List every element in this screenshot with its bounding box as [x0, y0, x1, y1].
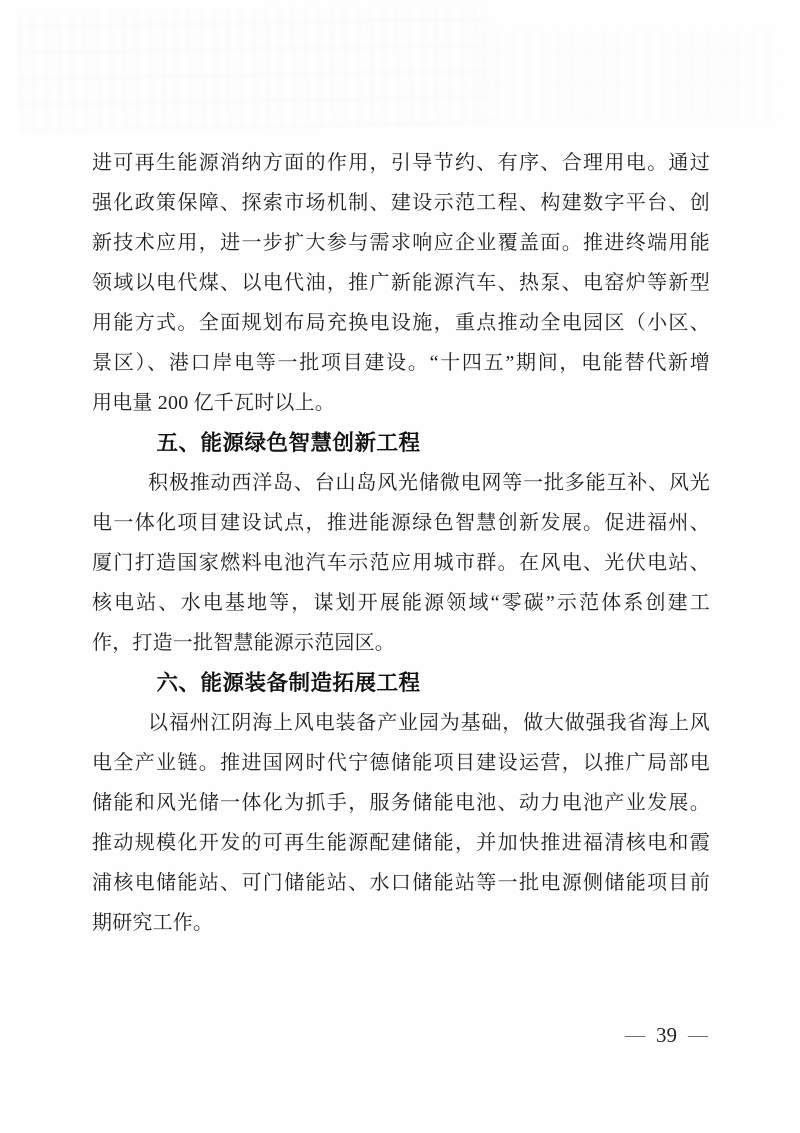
section-heading	[92, 663, 710, 703]
scan-artifact	[17, 4, 489, 132]
page-footer	[625, 1020, 708, 1050]
text-line: 电全产业链。推进国网时代宁德储能项目建设运营，以推广局部电	[92, 752, 710, 774]
text-line: 期研究工作。	[92, 912, 214, 934]
text-line: 推动规模化开发的可再生能源配建储能，并加快推进福清核电和霞	[92, 832, 710, 854]
paragraph	[92, 703, 710, 943]
text-line: 用电量 200 亿千瓦时以上。	[92, 392, 335, 414]
section-heading	[92, 423, 710, 463]
text-line: 强化政策保障、探索市场机制、建设示范工程、构建数字平台、创	[92, 192, 710, 214]
text-line: 新技术应用，进一步扩大参与需求响应企业覆盖面。推进终端用能	[92, 232, 710, 254]
text-line: 景区）、港口岸电等一批项目建设。“十四五”期间，电能替代新增	[92, 352, 710, 374]
text-line: 作，打造一批智慧能源示范园区。	[92, 632, 395, 654]
text-line: 积极推动西洋岛、台山岛风光储微电网等一批多能互补、风光	[148, 472, 710, 494]
text-line: 储能和风光储一体化为抓手，服务储能电池、动力电池产业发展。	[92, 792, 710, 814]
page-number: 39	[656, 1023, 677, 1047]
paragraph	[92, 463, 710, 663]
text-line: 领域以电代煤、以电代油，推广新能源汽车、热泵、电窑炉等新型	[92, 272, 710, 294]
text-line: 进可再生能源消纳方面的作用，引导节约、有序、合理用电。通过	[92, 152, 710, 174]
text-line: 以福州江阴海上风电装备产业园为基础，做大做强我省海上风	[148, 712, 710, 734]
heading-text: 六、能源装备制造拓展工程	[156, 671, 421, 695]
heading-text: 五、能源绿色智慧创新工程	[156, 431, 421, 455]
text-line: 核电站、水电基地等，谋划开展能源领域“零碳”示范体系创建工	[92, 592, 710, 614]
scan-artifact	[480, 30, 780, 120]
footer-dash-left: —	[625, 1024, 645, 1046]
text-line: 电一体化项目建设试点，推进能源绿色智慧创新发展。促进福州、	[92, 512, 710, 534]
paragraph	[92, 143, 710, 423]
text-line: 厦门打造国家燃料电池汽车示范应用城市群。在风电、光伏电站、	[92, 552, 710, 574]
text-line: 用能方式。全面规划布局充换电设施，重点推动全电园区（小区、	[92, 312, 710, 334]
text-line: 浦核电储能站、可门储能站、水口储能站等一批电源侧储能项目前	[92, 872, 710, 894]
footer-dash-right: —	[688, 1024, 708, 1046]
document-body	[92, 143, 710, 943]
